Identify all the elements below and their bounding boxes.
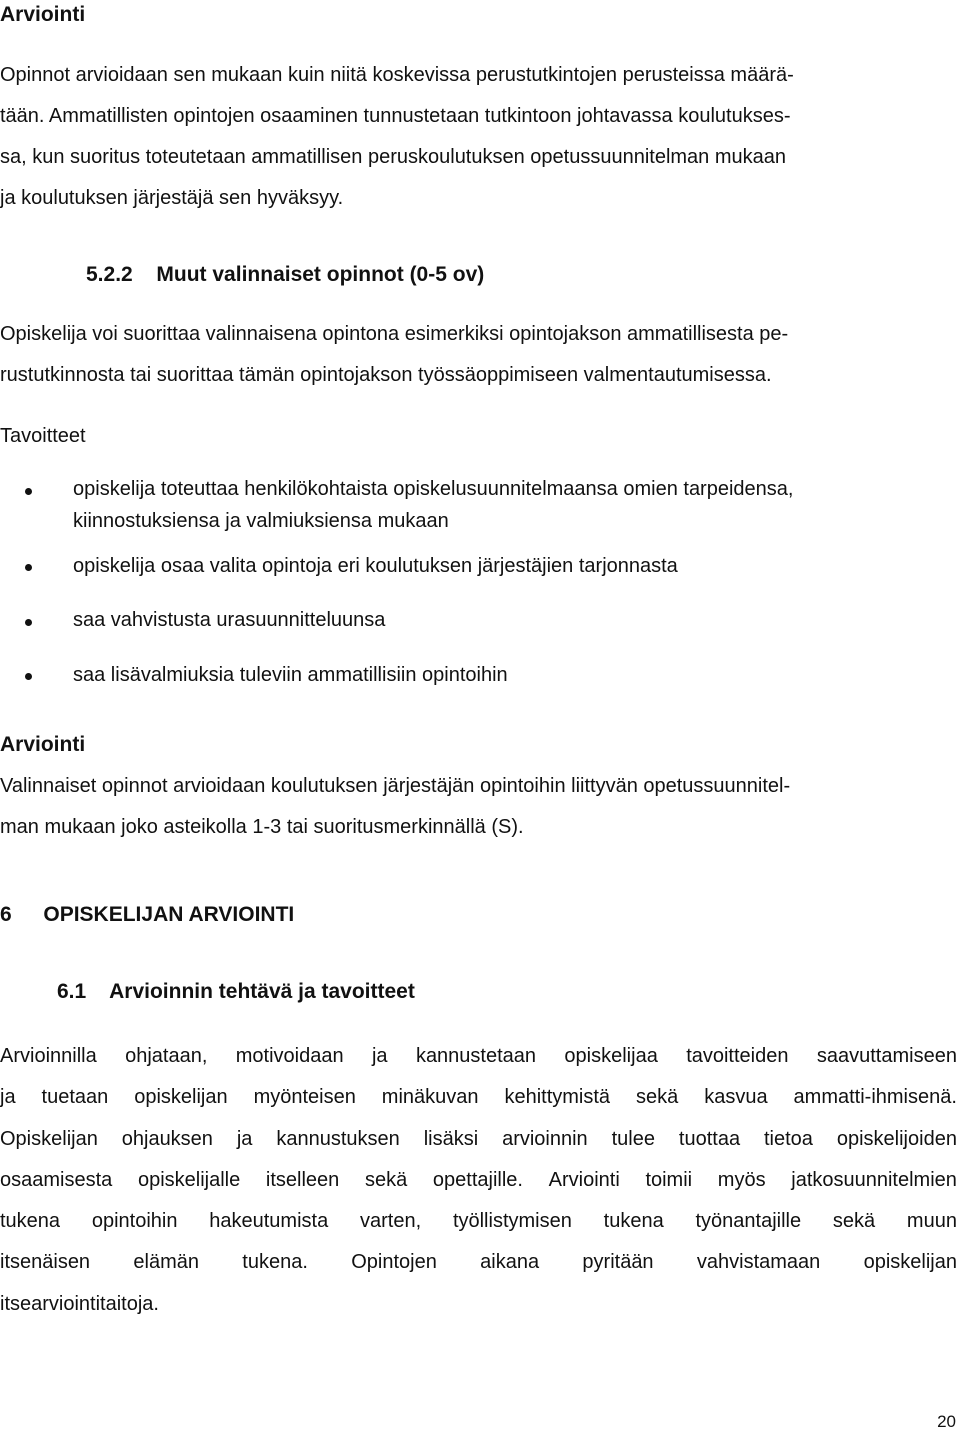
word: aikana: [480, 1251, 540, 1273]
word: työnantajille: [695, 1210, 802, 1232]
word: opiskelijaa: [564, 1045, 658, 1067]
word: sekä: [636, 1086, 679, 1108]
word: tukena: [0, 1210, 61, 1232]
word: opettajille.: [432, 1169, 523, 1191]
word: itsenäisen: [0, 1251, 91, 1273]
word: hakeutumista: [209, 1210, 329, 1232]
word: myös: [717, 1169, 766, 1191]
word: muun: [906, 1210, 957, 1232]
word: kehittymistä: [504, 1086, 611, 1108]
bullet-icon: [25, 564, 32, 571]
word: arvioinnin: [502, 1128, 588, 1150]
section-heading-arviointi: Arviointi: [0, 3, 86, 26]
goals-label: Tavoitteet: [0, 425, 86, 447]
paragraph-line: sa, kun suoritus toteutetaan ammatillisen peruskoulutuksen opetussuunnitelman mukaan: [0, 146, 787, 168]
word: itselleen: [265, 1169, 340, 1191]
word: kannustuksen: [276, 1128, 400, 1150]
word: ammatti-ihmisenä.: [793, 1086, 957, 1108]
list-item: saa lisävalmiuksia tuleviin ammatillisiin opintoihin: [73, 664, 508, 686]
word: vahvistamaan: [696, 1251, 821, 1273]
subsection-title: Muut valinnaiset opinnot (0-5 ov): [156, 263, 485, 286]
list-item: saa vahvistusta urasuunnitteluunsa: [73, 609, 386, 631]
word: toimii: [645, 1169, 693, 1191]
word: ja: [371, 1045, 388, 1067]
word: Opintojen: [351, 1251, 437, 1273]
bullet-icon: [25, 488, 32, 495]
section-heading-arviointi: Arviointi: [0, 733, 86, 756]
word: tuottaa: [678, 1128, 741, 1150]
word: tukena.: [242, 1251, 308, 1273]
subsection-number: 6.1: [57, 980, 87, 1003]
word: Arvioinnilla: [0, 1045, 97, 1067]
paragraph-line: man mukaan joko asteikolla 1-3 tai suoritusmerkinnällä (S).: [0, 816, 524, 838]
word: motivoidaan: [235, 1045, 344, 1067]
word: työllistymisen: [452, 1210, 572, 1232]
word: jatkosuunnitelmien: [791, 1169, 957, 1191]
list-item: opiskelija toteuttaa henkilökohtaista opiskelusuunnitelmaansa omien tarpeidensa,: [73, 478, 794, 500]
word: elämän: [133, 1251, 199, 1273]
word: Opiskelijan: [0, 1128, 98, 1150]
word: kasvua: [704, 1086, 768, 1108]
paragraph-line: Opiskelija voi suorittaa valinnaisena opintona esimerkiksi opintojakson ammatillisesta pe-: [0, 323, 789, 345]
word: sekä: [364, 1169, 408, 1191]
word: tietoa: [764, 1128, 813, 1150]
word: saavuttamiseen: [816, 1045, 957, 1067]
paragraph-line: rustutkinnosta tai suorittaa tämän opintojakson työssäoppimiseen valmentautumisessa.: [0, 364, 772, 386]
word: ja: [236, 1128, 253, 1150]
word: opiskelijan: [863, 1251, 957, 1273]
word: tavoitteiden: [686, 1045, 789, 1067]
list-item-continuation: kiinnostuksiensa ja valmiuksiensa mukaan: [73, 510, 449, 532]
chapter-title: OPISKELIJAN ARVIOINTI: [43, 903, 295, 926]
bullet-icon: [25, 619, 32, 626]
chapter-number: 6: [0, 903, 12, 926]
subsection-title: Arvioinnin tehtävä ja tavoitteet: [109, 980, 415, 1003]
word: minäkuvan: [381, 1086, 479, 1108]
paragraph-line: ja koulutuksen järjestäjä sen hyväksyy.: [0, 187, 344, 209]
word: opintoihin: [91, 1210, 178, 1232]
word: Arviointi: [548, 1169, 620, 1191]
word: tuetaan: [41, 1086, 109, 1108]
word: opiskelijan: [134, 1086, 228, 1108]
justified-line: [0, 1210, 957, 1233]
word: opiskelijoiden: [836, 1128, 957, 1150]
word: sekä: [832, 1210, 876, 1232]
justified-line: [0, 1251, 957, 1274]
list-item: opiskelija osaa valita opintoja eri koulutuksen järjestäjien tarjonnasta: [73, 555, 678, 577]
paragraph-line: Opinnot arvioidaan sen mukaan kuin niitä koskevissa perustutkintojen perusteissa määrä-: [0, 64, 794, 86]
word: ohjataan,: [125, 1045, 208, 1067]
word: kannustetaan: [415, 1045, 537, 1067]
justified-line: [0, 1169, 957, 1192]
bullet-icon: [25, 673, 32, 680]
word: myönteisen: [253, 1086, 356, 1108]
paragraph-line: tään. Ammatillisten opintojen osaaminen tunnustetaan tutkintoon johtavassa koulutukses-: [0, 105, 791, 127]
subsection-heading: [57, 980, 415, 1004]
page-number: 20: [937, 1412, 956, 1431]
justified-line: [0, 1086, 957, 1109]
subsection-number: 5.2.2: [86, 263, 133, 286]
word: osaamisesta: [0, 1169, 113, 1191]
paragraph-line: itsearviointitaitoja.: [0, 1293, 159, 1315]
subsection-heading: [86, 263, 484, 287]
chapter-heading: [0, 903, 294, 927]
word: ohjauksen: [121, 1128, 213, 1150]
word: ja: [0, 1086, 16, 1108]
word: pyritään: [582, 1251, 654, 1273]
word: tukena: [603, 1210, 664, 1232]
justified-line: [0, 1045, 957, 1068]
word: opiskelijalle: [137, 1169, 241, 1191]
word: tulee: [611, 1128, 655, 1150]
justified-line: [0, 1128, 957, 1151]
word: varten,: [360, 1210, 422, 1232]
word: lisäksi: [423, 1128, 479, 1150]
paragraph-line: Valinnaiset opinnot arvioidaan koulutuksen järjestäjän opintoihin liittyvän opetussuunnitel-: [0, 775, 791, 797]
